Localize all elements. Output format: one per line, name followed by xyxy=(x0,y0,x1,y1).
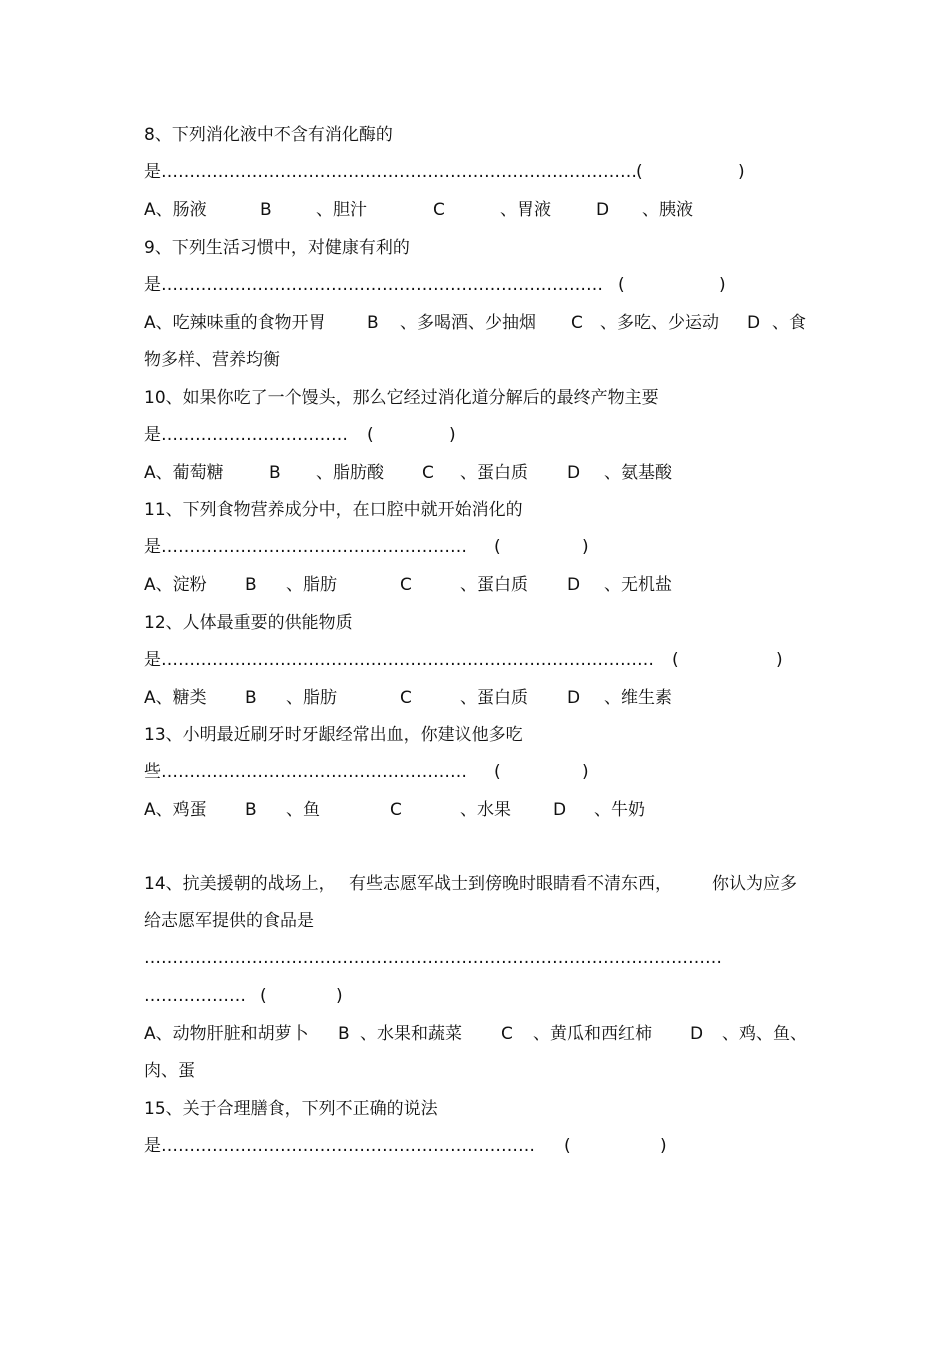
option-d-letter: D xyxy=(690,1024,704,1044)
answer-open-paren: ( xyxy=(636,162,643,182)
option-b-letter: B xyxy=(367,313,379,333)
answer-prefix: 是 xyxy=(144,425,161,445)
option-d-letter: D xyxy=(567,463,581,483)
question-text: 9、下列生活习惯中，对健康有利的 xyxy=(144,238,410,258)
option-b-letter: B xyxy=(245,800,257,820)
option-c-letter: C xyxy=(400,575,412,595)
option-c: 、多吃、少运动 xyxy=(600,313,719,333)
answer-dots: ……………………………………………… xyxy=(161,762,467,782)
answer-close-paren: ) xyxy=(776,650,783,670)
option-d-letter: D xyxy=(747,313,761,333)
question-text: 11、下列食物营养成分中，在口腔中就开始消化的 xyxy=(144,500,523,520)
option-c: 、胃液 xyxy=(500,200,551,220)
option-b: 、水果和蔬菜 xyxy=(360,1024,462,1044)
option-a: A、葡萄糖 xyxy=(144,463,224,483)
question-text: 14、抗美援朝的战场上， xyxy=(144,874,336,894)
answer-dots: ……………… xyxy=(144,986,246,1006)
answer-dots: ………………………………………………………………………………………… xyxy=(144,948,722,968)
option-a: A、肠液 xyxy=(144,200,207,220)
answer-close-paren: ) xyxy=(582,537,589,557)
option-a: A、动物肝脏和胡萝卜 xyxy=(144,1024,309,1044)
option-c: 、黄瓜和西红柿 xyxy=(533,1024,652,1044)
answer-close-paren: ) xyxy=(582,762,589,782)
question-text: 12、人体最重要的供能物质 xyxy=(144,613,353,633)
question-text: 有些志愿军战士到傍晚时眼睛看不清东西， xyxy=(349,874,672,894)
answer-prefix: 是 xyxy=(144,162,161,182)
option-b: 、鱼 xyxy=(286,800,320,820)
option-c-letter: C xyxy=(501,1024,513,1044)
answer-dots: …………………………………………………………………………… xyxy=(161,650,654,670)
answer-prefix: 些 xyxy=(144,762,161,782)
question-15-answer-line xyxy=(144,1136,667,1256)
option-d: 、维生素 xyxy=(604,688,672,708)
answer-prefix: 是 xyxy=(144,1136,161,1156)
answer-open-paren: ( xyxy=(494,537,501,557)
option-b-letter: B xyxy=(245,688,257,708)
option-b: 、脂肪 xyxy=(286,688,337,708)
answer-dots: ………………………………………………………… xyxy=(161,1136,535,1156)
option-d-letter: D xyxy=(596,200,610,220)
option-c: 、蛋白质 xyxy=(460,688,528,708)
option-c: 、蛋白质 xyxy=(460,575,528,595)
question-text: 你认为应多 xyxy=(712,874,797,894)
option-d: 、氨基酸 xyxy=(604,463,672,483)
option-b-letter: B xyxy=(245,575,257,595)
option-c: 、水果 xyxy=(460,800,511,820)
option-b: 、脂肪 xyxy=(286,575,337,595)
option-d-continued: 物多样、营养均衡 xyxy=(144,350,280,370)
question-text: 15、关于合理膳食，下列不正确的说法 xyxy=(144,1099,438,1119)
option-d: 、无机盐 xyxy=(604,575,672,595)
question-text: 给志愿军提供的食品是 xyxy=(144,911,314,931)
answer-open-paren: ( xyxy=(672,650,679,670)
answer-close-paren: ) xyxy=(449,425,456,445)
option-a: A、淀粉 xyxy=(144,575,207,595)
answer-prefix: 是 xyxy=(144,275,161,295)
option-c-letter: C xyxy=(422,463,434,483)
option-b-letter: B xyxy=(269,463,281,483)
answer-open-paren: ( xyxy=(618,275,625,295)
answer-prefix: 是 xyxy=(144,650,161,670)
option-d-letter: D xyxy=(567,688,581,708)
answer-close-paren: ) xyxy=(738,162,745,182)
option-d: 、食 xyxy=(772,313,806,333)
answer-close-paren: ) xyxy=(660,1136,667,1156)
option-b-letter: B xyxy=(338,1024,350,1044)
option-b: 、胆汁 xyxy=(316,200,367,220)
option-d-letter: D xyxy=(553,800,567,820)
answer-dots: …………………………… xyxy=(161,425,348,445)
option-a: A、鸡蛋 xyxy=(144,800,207,820)
option-c-letter: C xyxy=(390,800,402,820)
answer-close-paren: ) xyxy=(336,986,343,1006)
option-b: 、多喝酒、少抽烟 xyxy=(400,313,536,333)
answer-dots: …………………………………………………………………… xyxy=(161,275,603,295)
option-b-letter: B xyxy=(260,200,272,220)
answer-dots: ……………………………………………… xyxy=(161,537,467,557)
answer-dots: ………………………………………………………………………… xyxy=(161,162,637,182)
option-d: 、胰液 xyxy=(642,200,693,220)
answer-prefix: 是 xyxy=(144,537,161,557)
answer-open-paren: ( xyxy=(494,762,501,782)
answer-open-paren: ( xyxy=(260,986,267,1006)
option-c-letter: C xyxy=(571,313,583,333)
option-c-letter: C xyxy=(433,200,445,220)
answer-open-paren: ( xyxy=(564,1136,571,1156)
option-c: 、蛋白质 xyxy=(460,463,528,483)
question-text: 13、小明最近刷牙时牙龈经常出血，你建议他多吃 xyxy=(144,725,523,745)
option-a: A、糖类 xyxy=(144,688,207,708)
option-c-letter: C xyxy=(400,688,412,708)
option-d-letter: D xyxy=(567,575,581,595)
option-b: 、脂肪酸 xyxy=(316,463,384,483)
option-d: 、牛奶 xyxy=(594,800,645,820)
option-a: A、吃辣味重的食物开胃 xyxy=(144,313,326,333)
answer-close-paren: ) xyxy=(719,275,726,295)
option-d-continued: 肉、蛋 xyxy=(144,1061,195,1081)
answer-open-paren: ( xyxy=(367,425,374,445)
question-text: 10、如果你吃了一个馒头，那么它经过消化道分解后的最终产物主要 xyxy=(144,388,659,408)
option-d: 、鸡、鱼、 xyxy=(722,1024,807,1044)
question-text: 8、下列消化液中不含有消化酶的 xyxy=(144,125,393,145)
